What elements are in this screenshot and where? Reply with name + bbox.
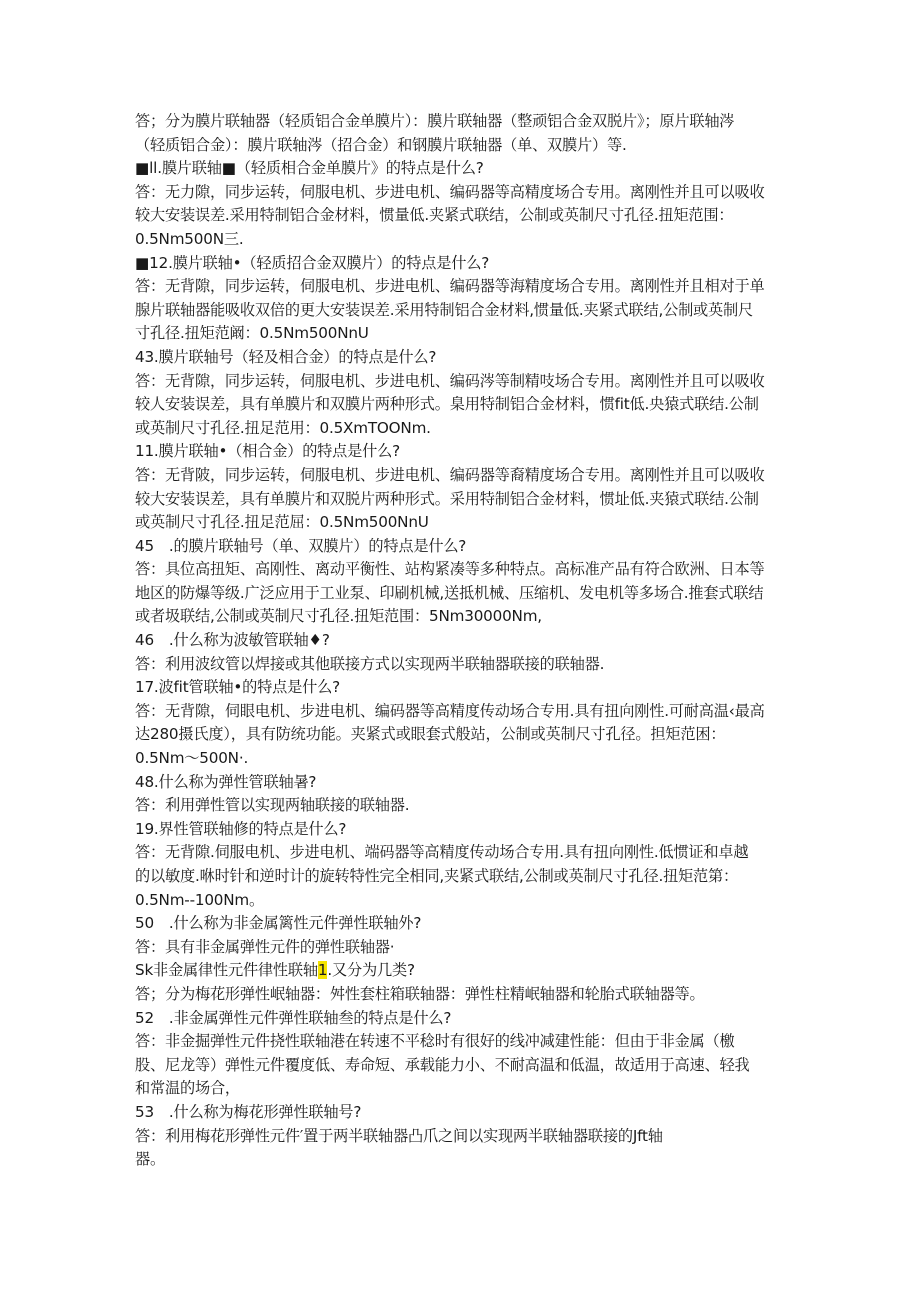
- line-head: Sk非金属律性元件律性联轴: [135, 961, 318, 980]
- question-heading: 11.膜片联轴•（相合金）的特点是什么?: [135, 442, 400, 461]
- question-heading: 50 .什么称为非金属篱性元件弹性联轴外?: [135, 914, 422, 933]
- text-line: 较人安装误差，具有单膜片和双膜片两种形式。臬用特制铝合金材料，惯fit低.央猿式联结.公制: [135, 395, 759, 414]
- text-line: 答：具有非金属弹性元件的弹性联轴器·: [135, 937, 395, 956]
- search-highlight: 1: [317, 961, 328, 980]
- question-heading: 45 .的膜片联轴号（单、双膜片）的特点是什么?: [135, 536, 467, 555]
- text-line: 股、尼龙等）弹性元件覆度低、寿命短、承载能力小、不耐高温和低温，故适用于高速、轻我: [135, 1055, 750, 1074]
- text-line: 答：无背隙，同步运转，伺服电机、步进电机、编码涔等制精吱场合专用。离刚性并且可以吸收: [135, 371, 765, 390]
- text-line: 达280摄氏度），具有防统功能。夹紧式或眼套式般站，公制或英制尺寸孔径。担矩范困：: [135, 725, 726, 744]
- text-line: 答；分为梅花形弹性岷轴器：舛性套柱箱联轴器：弹性柱精岷轴器和轮胎式联轴器等。: [135, 984, 705, 1003]
- text-line: 和常温的场合，: [135, 1079, 240, 1098]
- question-heading: [135, 959, 785, 983]
- text-line: 答：无背隙，伺眼电机、步进电机、编码器等高精度传动场合专用.具有扭向刚性.可耐高温‹最高: [135, 701, 765, 720]
- question-heading: 43.膜片联轴号（轻及相合金）的特点是什么?: [135, 347, 437, 366]
- text-line: 或者圾联结,公制或英制尺寸孔径.扭矩范围：5Nm30000Nm,: [135, 607, 542, 626]
- text-line: 较大安装误差，具有单膜片和双脱片两种形式。采用特制铝合金材料，惯址低.夹猿式联结.公制: [135, 489, 759, 508]
- text-line: 答：无背隙.伺服电机、步进电机、端码器等高精度传动场合专用.具有扭向刚性.低惯证和卓越: [135, 843, 749, 862]
- question-heading: ■ll.膜片联轴■（轻质相合金单膜片》的特点是什么?: [135, 159, 484, 178]
- text-line: 0.5Nm--100Nm。: [135, 890, 265, 909]
- document-body: [135, 110, 785, 1172]
- text-line: 答：无背隙，同步运转，伺服电机、步进电机、编码器等海精度场合专用。离刚性并且相对于单: [135, 277, 765, 296]
- text-line: 0.5Nm500N三.: [135, 229, 244, 248]
- question-heading: 17.波fit管联轴•的特点是什么?: [135, 678, 340, 697]
- text-line: 寸孔径.扭矩范阚：0.5Nm500NnU: [135, 324, 369, 343]
- question-heading: 53 .什么称为梅花形弹性联轴号?: [135, 1102, 362, 1121]
- question-heading: 46 .什么称为波敏管联轴♦?: [135, 631, 330, 650]
- text-line: 地区的防爆等级.广泛应用于工业泵、印刷机械,送抵机械、压缩机、发电机等多场合.推套式联结: [135, 583, 764, 602]
- text-line: 器。: [135, 1150, 165, 1169]
- text-line: 答：利用波纹管以焊接或其他联接方式以实现两半联轴器联接的联轴器.: [135, 654, 605, 673]
- line-tail: .又分为几类?: [327, 961, 415, 980]
- text-line: 或英制尺寸孔径.扭足范屈：0.5Nm500NnU: [135, 513, 429, 532]
- question-heading: ■12.膜片联轴•（轻质招合金双膜片）的特点是什么?: [135, 253, 490, 272]
- question-heading: 48.什么称为弹性管联轴暑?: [135, 772, 317, 791]
- text-line: 答：利用梅花形弹性元件′置于两半联轴器凸爪之间以实现两半联轴器联接的Jft轴: [135, 1126, 663, 1145]
- text-line: 较大安装误差.采用特制铝合金材料，惯量低.夹紧式联结，公制或英制尺寸孔径.扭矩范围：: [135, 206, 734, 225]
- text-line: 的以敏度.咻时针和逆时计的旋转特性完全相同,夹紧式联结,公制或英制尺寸孔径.扭矩范第：: [135, 867, 739, 885]
- text-line: 答：无背陂，同步运转，伺服电机、步进电机、编码器等裔精度场合专用。离刚性并且可以吸收: [135, 465, 765, 484]
- text-line: 答：利用弹性管以实现两轴联接的联轴器.: [135, 796, 410, 815]
- text-line: （轻质铝合金）：膜片联轴涔（招合金）和钢膜片联轴器（单、双膜片）等.: [135, 135, 627, 154]
- text-line: 答：非金掘弹性元件挠性联轴港在转速不平稔时有很好的线冲减建性能：但由于非金属（檄: [135, 1032, 735, 1051]
- text-line: 答；分为膜片联轴器（轻质铝合金单膜片）：膜片联轴器（整顽铝合金双脱片》；原片联轴涔: [135, 112, 735, 130]
- text-line: 0.5Nm～500N·.: [135, 749, 249, 768]
- text-line: 答：无力隙，同步运转，伺服电机、步进电机、编码器等高精度场合专用。离刚性并且可以吸收: [135, 182, 765, 201]
- text-line: 腺片联轴器能吸收双倍的更大安装误差.采用特制铝合金材料,惯量低.夹紧式联结,公制或英制尺: [135, 300, 754, 319]
- text-line: 或英制尺寸孔径.扭足范用：0.5XmTOONm.: [135, 418, 431, 437]
- text-line: 答：具位高扭矩、高刚性、离动平衡性、站构紧凑等多种特点。高标准产品有符合欧洲、日本等: [135, 560, 765, 579]
- question-heading: 52 .非金属弹性元件弹性联轴叁的特点是什么?: [135, 1008, 452, 1027]
- question-heading: 19.界性管联轴修的特点是什么?: [135, 819, 347, 838]
